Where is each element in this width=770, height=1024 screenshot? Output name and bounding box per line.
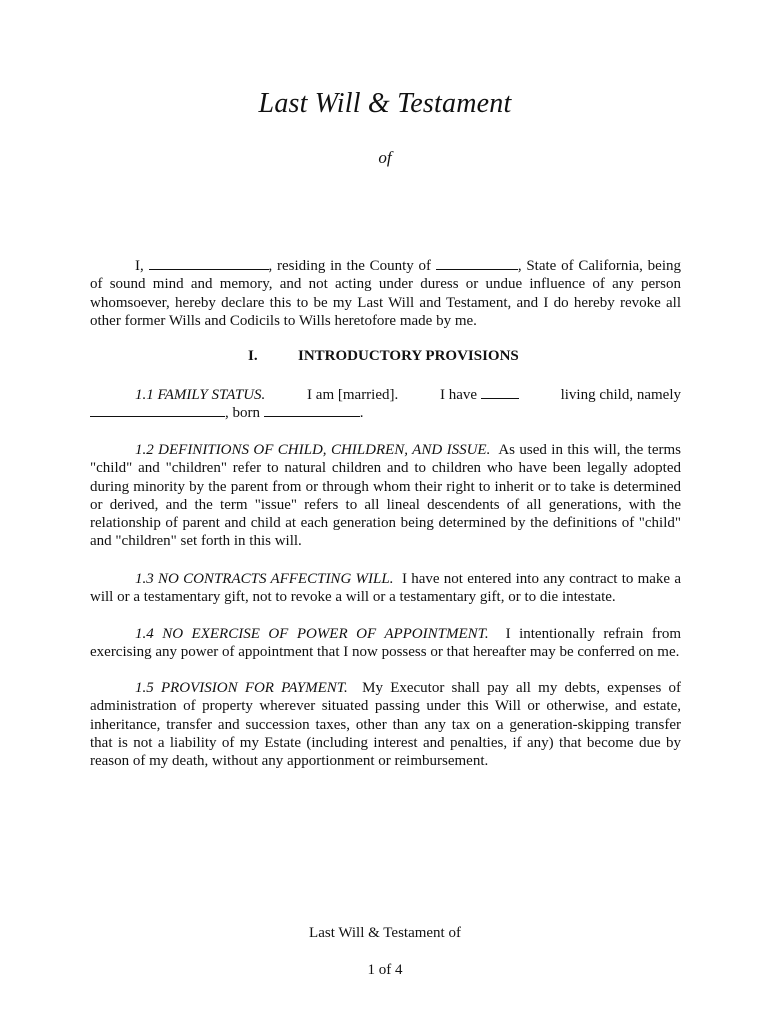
child-name-blank[interactable] <box>90 404 225 417</box>
clause-heading: 1.3 NO CONTRACTS AFFECTING WILL. <box>135 571 394 587</box>
clause-heading: 1.1 FAMILY STATUS. <box>135 387 266 403</box>
page-number: 1 of 4 <box>367 962 403 978</box>
clause-1-5: 1.5 PROVISION FOR PAYMENT. My Executor shall pay all my debts, expenses of administration of property wherever situated passing under this Will or otherwise, and estate, inheritance, transfer and succession taxes, other than any tax on a generation-skipping transfer that is not a liability of my Estate (including interest and penalties, if any) that become due by reason of my death, without any apportionment or reimbursement. <box>90 680 682 770</box>
testator-name-blank[interactable] <box>149 257 269 270</box>
child-count-blank[interactable] <box>481 386 519 399</box>
clause-1-1: 1.1 FAMILY STATUS. I am [married]. I have living child, namely , born . <box>90 386 681 423</box>
clause-heading: 1.4 NO EXERCISE OF POWER OF APPOINTMENT. <box>135 626 489 642</box>
document-subtitle: of <box>378 148 392 167</box>
clause-1-2: 1.2 DEFINITIONS OF CHILD, CHILDREN, AND ISSUE. As used in this will, the terms "child" and "children" refer to natural children and to children who have been legally adopted during minority by the parent from or through whom their right to inherit or to take is determined or derived, and the term "issue" refers to all lineal descendents of all generations, with the relationship of parent and child at each generation being determined by the definitions of "child" and "children" set forth in this will. <box>90 442 681 550</box>
clause-heading: 1.5 PROVISION FOR PAYMENT. <box>135 680 348 696</box>
intro-paragraph: I, , residing in the County of , State of California, being of sound mind and memory, and not acting under duress or undue influence of any person whomsoever, hereby declare this to be my Last Will and Testament, and I do hereby revoke all other former Wills and Codicils to Wills heretofore made by me. <box>90 258 681 329</box>
document-title: Last Will & Testament <box>258 88 512 119</box>
clause-heading: 1.2 DEFINITIONS OF CHILD, CHILDREN, AND ISSUE. <box>135 442 491 458</box>
footer-label: Last Will & Testament of <box>309 925 461 941</box>
clause-1-3: 1.3 NO CONTRACTS AFFECTING WILL. I have not entered into any contract to make a will or a testamentary gift, not to revoke a will or a testamentary gift, or to die intestate. <box>90 571 682 606</box>
section-title: INTRODUCTORY PROVISIONS <box>298 348 519 364</box>
section-number: I. <box>248 348 258 364</box>
clause-1-4: 1.4 NO EXERCISE OF POWER OF APPOINTMENT. I intentionally refrain from exercising any power of appointment that I now possess or that hereafter may be conferred on me. <box>90 626 681 661</box>
birth-date-blank[interactable] <box>264 404 360 417</box>
county-blank[interactable] <box>436 257 518 270</box>
